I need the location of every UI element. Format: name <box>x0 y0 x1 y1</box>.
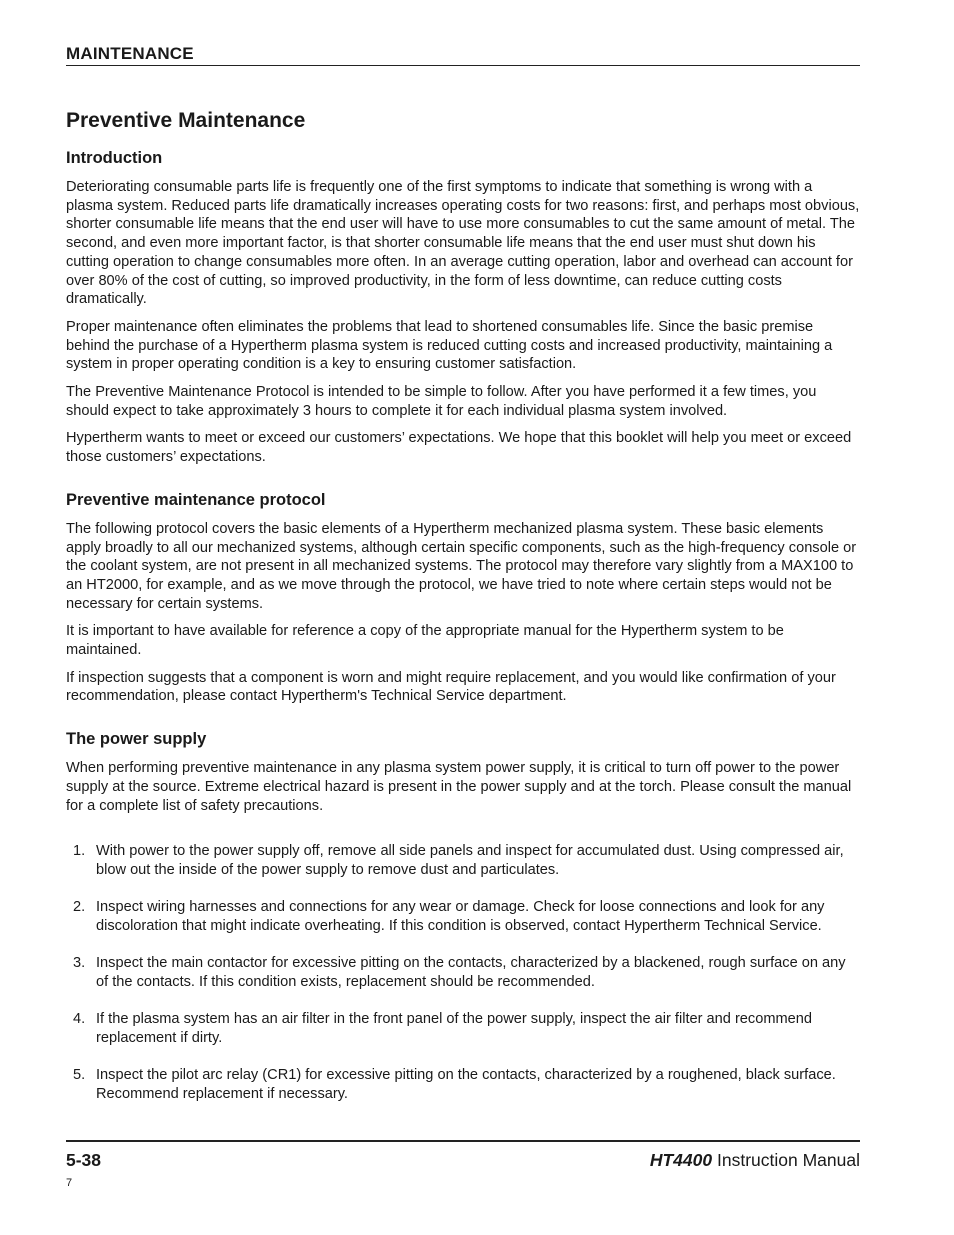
footnote-mark: 7 <box>66 1177 73 1189</box>
maintenance-steps-list <box>66 842 860 1103</box>
step-number: 5. <box>73 1066 86 1083</box>
list-item <box>66 1010 860 1047</box>
list-item <box>66 842 860 879</box>
list-item <box>66 898 860 935</box>
protocol-heading: Preventive maintenance protocol <box>66 490 326 509</box>
power-supply-section <box>66 729 860 1103</box>
step-number: 3. <box>73 955 86 972</box>
manual-label: Instruction Manual <box>717 1150 860 1170</box>
step-text: Inspect wiring harnesses and connections for any wear or damage. Check for loose connections and look for any discoloration that might indicate overheating. If this condition is observed, contact Hypertherm Technical Service. <box>96 899 825 934</box>
protocol-paragraph: The following protocol covers the basic elements of a Hypertherm mechanized plasma system. These basic elements apply broadly to all our mechanized systems, although certain specific components, such as the high-frequency console or the coolant system, are not present in all mechanized systems. The protocol may therefore vary slightly from a MAX100 to an HT2000, for example, and as we move through the protocol, we have tried to note where certain steps would not be necessary for certain systems. <box>66 520 857 612</box>
step-text: Inspect the main contactor for excessive pitting on the contacts, characterized by a blackened, rough surface on any of the contacts. If this condition exists, replacement should be recommended. <box>96 955 846 990</box>
model-name: HT4400 <box>649 1150 713 1170</box>
intro-paragraph: Hypertherm wants to meet or exceed our customers’ expectations. We hope that this booklet will help you meet or exceed those customers’ expectations. <box>66 430 852 466</box>
intro-paragraph: Proper maintenance often eliminates the problems that lead to shortened consumables life. Since the basic premise behind the purchase of a Hypertherm plasma system is reduced cutting costs and increased productivity, maintaining a system in proper operating condition is a key to ensuring customer satisfaction. <box>66 318 833 373</box>
step-text: Inspect the pilot arc relay (CR1) for excessive pitting on the contacts, characterized by a roughened, black surface. Recommend replacement if necessary. <box>96 1066 836 1102</box>
power-supply-paragraph: When performing preventive maintenance in any plasma system power supply, it is critical to turn off power to the power supply at the source. Extreme electrical hazard is present in the power supply and at the torch. Please consult the manual for a complete list of safety precautions. <box>66 760 852 814</box>
page-title: Preventive Maintenance <box>66 109 306 132</box>
step-text: If the plasma system has an air filter in the front panel of the power supply, inspect the air filter and recommend replacement if dirty. <box>96 1011 812 1046</box>
header-rule <box>66 65 860 66</box>
step-number: 2. <box>73 899 86 916</box>
power-supply-heading: The power supply <box>66 730 207 749</box>
intro-heading: Introduction <box>66 149 163 167</box>
step-number: 1. <box>73 843 86 860</box>
intro-paragraph: Deteriorating consumable parts life is frequently one of the first symptoms to indicate that something is wrong with a plasma system. Reduced parts life dramatically increases operating costs for two reasons: first, and perhaps most obvious, shorter consumable life means that the end user will have to use more consumables to cut the same amount of metal. The second, and even more important factor, is that shorter consumable life means that the end user must shut down his cutting operation to change consumables more often. In an average cutting operation, labor and overhead can account for over 80% of the cost of cutting, so improved productivity, in the form of less downtime, can reduce cutting costs dramatically. <box>66 179 860 308</box>
step-number: 4. <box>73 1011 86 1027</box>
list-item <box>66 1066 860 1103</box>
protocol-paragraph: It is important to have available for reference a copy of the appropriate manual for the Hypertherm system to be maintained. <box>66 623 784 659</box>
intro-paragraph: The Preventive Maintenance Protocol is intended to be simple to follow. After you have performed it a few times, you should expect to take approximately 3 hours to complete it for each individual plasma system involved. <box>66 384 817 419</box>
protocol-section <box>66 490 860 706</box>
protocol-paragraph: If inspection suggests that a component is worn and might require replacement, and you would like confirmation of your recommendation, please contact Hypertherm's Technical Service department. <box>66 669 836 705</box>
section-header: MAINTENANCE <box>66 44 194 63</box>
manual-title <box>650 1150 860 1171</box>
footer-rule <box>66 1140 860 1142</box>
list-item <box>66 954 860 991</box>
page-content <box>66 108 860 1122</box>
page-number: 5-38 <box>66 1150 102 1170</box>
step-text: With power to the power supply off, remove all side panels and inspect for accumulated dust. Using compressed air, blow out the inside of the power supply to remove dust and particulates. <box>96 843 844 878</box>
